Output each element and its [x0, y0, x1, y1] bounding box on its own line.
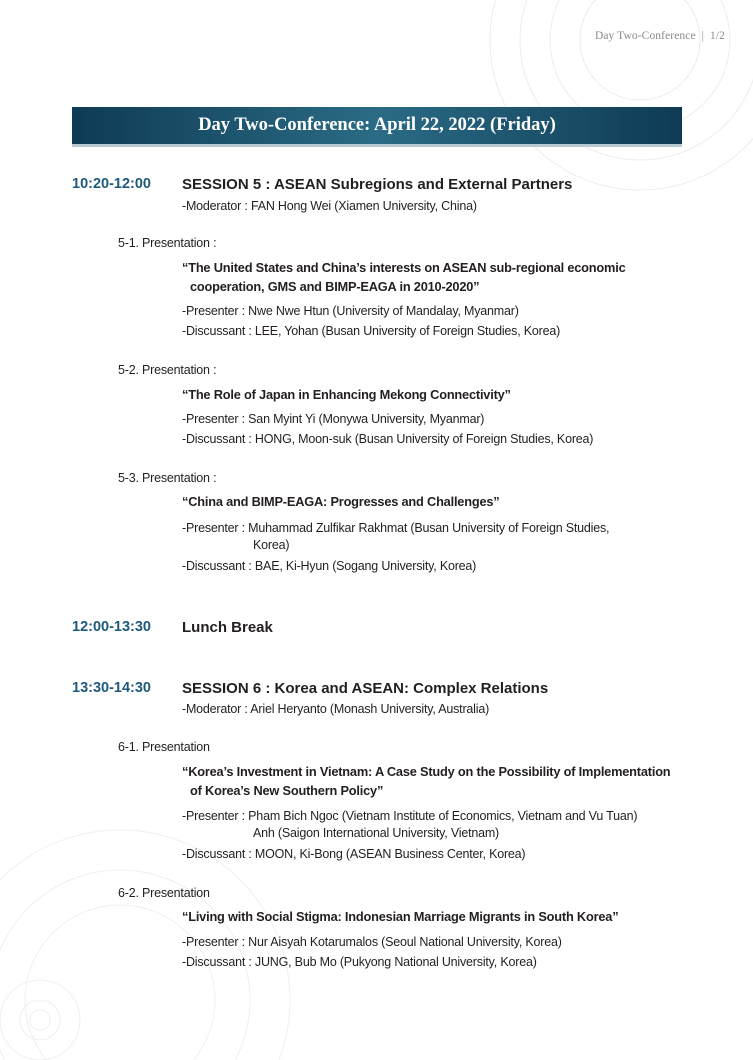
session5-moderator: -Moderator : FAN Hong Wei (Xiamen University, China) [182, 199, 477, 213]
session5-p1-discussant: -Discussant : LEE, Yohan (Busan University of Foreign Studies, Korea) [182, 324, 561, 338]
session5-p3-title: “China and BIMP-EAGA: Progresses and Challenges” [182, 494, 500, 509]
session6-p2-title: “Living with Social Stigma: Indonesian Marriage Migrants in South Korea” [182, 909, 619, 924]
header-page-number: 1/2 [710, 30, 725, 42]
session5-p2-presenter: -Presenter : San Myint Yi (Monywa University, Myanmar) [182, 412, 485, 426]
day-title-banner [72, 107, 682, 147]
session6-p2-presenter: -Presenter : Nur Aisyah Kotarumalos (Seoul National University, Korea) [182, 935, 562, 949]
session5-p2-discussant: -Discussant : HONG, Moon-suk (Busan University of Foreign Studies, Korea) [182, 432, 594, 446]
session6-p2-label: 6-2. Presentation [118, 886, 210, 900]
session6-p1-presenter [182, 808, 687, 842]
session5-time: 10:20-12:00 [72, 176, 151, 192]
session6-p1-discussant: -Discussant : MOON, Ki-Bong (ASEAN Business Center, Korea) [182, 847, 526, 861]
session6-moderator: -Moderator : Ariel Heryanto (Monash University, Australia) [182, 702, 490, 716]
session5-p3-presenter [182, 520, 687, 554]
session5-p3-label: 5-3. Presentation : [118, 471, 217, 485]
session6-title: SESSION 6 : Korea and ASEAN: Complex Relations [182, 680, 549, 697]
header-section-name: Day Two-Conference [594, 30, 696, 42]
session5-p3-discussant: -Discussant : BAE, Ki-Hyun (Sogang University, Korea) [182, 559, 477, 573]
session6-time: 13:30-14:30 [72, 680, 151, 696]
session5-p1-title [182, 258, 687, 296]
session5-p3-presenter-line1: -Presenter : Muhammad Zulfikar Rakhmat (Busan University of Foreign Studies, [182, 521, 610, 535]
session6-p2-discussant: -Discussant : JUNG, Bub Mo (Pukyong National University, Korea) [182, 955, 537, 969]
session5-p3-presenter-line2: Korea) [253, 538, 290, 552]
session5-p1-presenter: -Presenter : Nwe Nwe Htun (University of Mandalay, Myanmar) [182, 304, 519, 318]
page-header-tag [595, 30, 725, 42]
session5-title: SESSION 5 : ASEAN Subregions and External Partners [182, 176, 573, 193]
session6-p1-title [182, 762, 687, 800]
session5-p1-title-line2: cooperation, GMS and BIMP-EAGA in 2010-2020” [190, 279, 480, 294]
lunch-title: Lunch Break [182, 619, 273, 636]
day-title: Day Two-Conference: April 22, 2022 (Friday) [198, 115, 556, 135]
session5-p1-label: 5-1. Presentation : [118, 236, 217, 250]
session6-p1-title-line2: of Korea’s New Southern Policy” [190, 783, 384, 798]
session6-p1-label: 6-1. Presentation [118, 740, 210, 754]
header-divider: | [698, 30, 708, 42]
session5-p1-title-line1: “The United States and China’s interests on ASEAN sub-regional economic [182, 260, 626, 275]
session6-p1-presenter-line1: -Presenter : Pham Bich Ngoc (Vietnam Institute of Economics, Vietnam and Vu Tuan) [182, 809, 638, 823]
lunch-time: 12:00-13:30 [72, 619, 151, 635]
session5-p2-title: “The Role of Japan in Enhancing Mekong Connectivity” [182, 387, 511, 402]
session6-p1-presenter-line2: Anh (Saigon International University, Vietnam) [253, 826, 500, 840]
session6-p1-title-line1: “Korea’s Investment in Vietnam: A Case Study on the Possibility of Implementation [182, 764, 671, 779]
session5-p2-label: 5-2. Presentation : [118, 363, 217, 377]
